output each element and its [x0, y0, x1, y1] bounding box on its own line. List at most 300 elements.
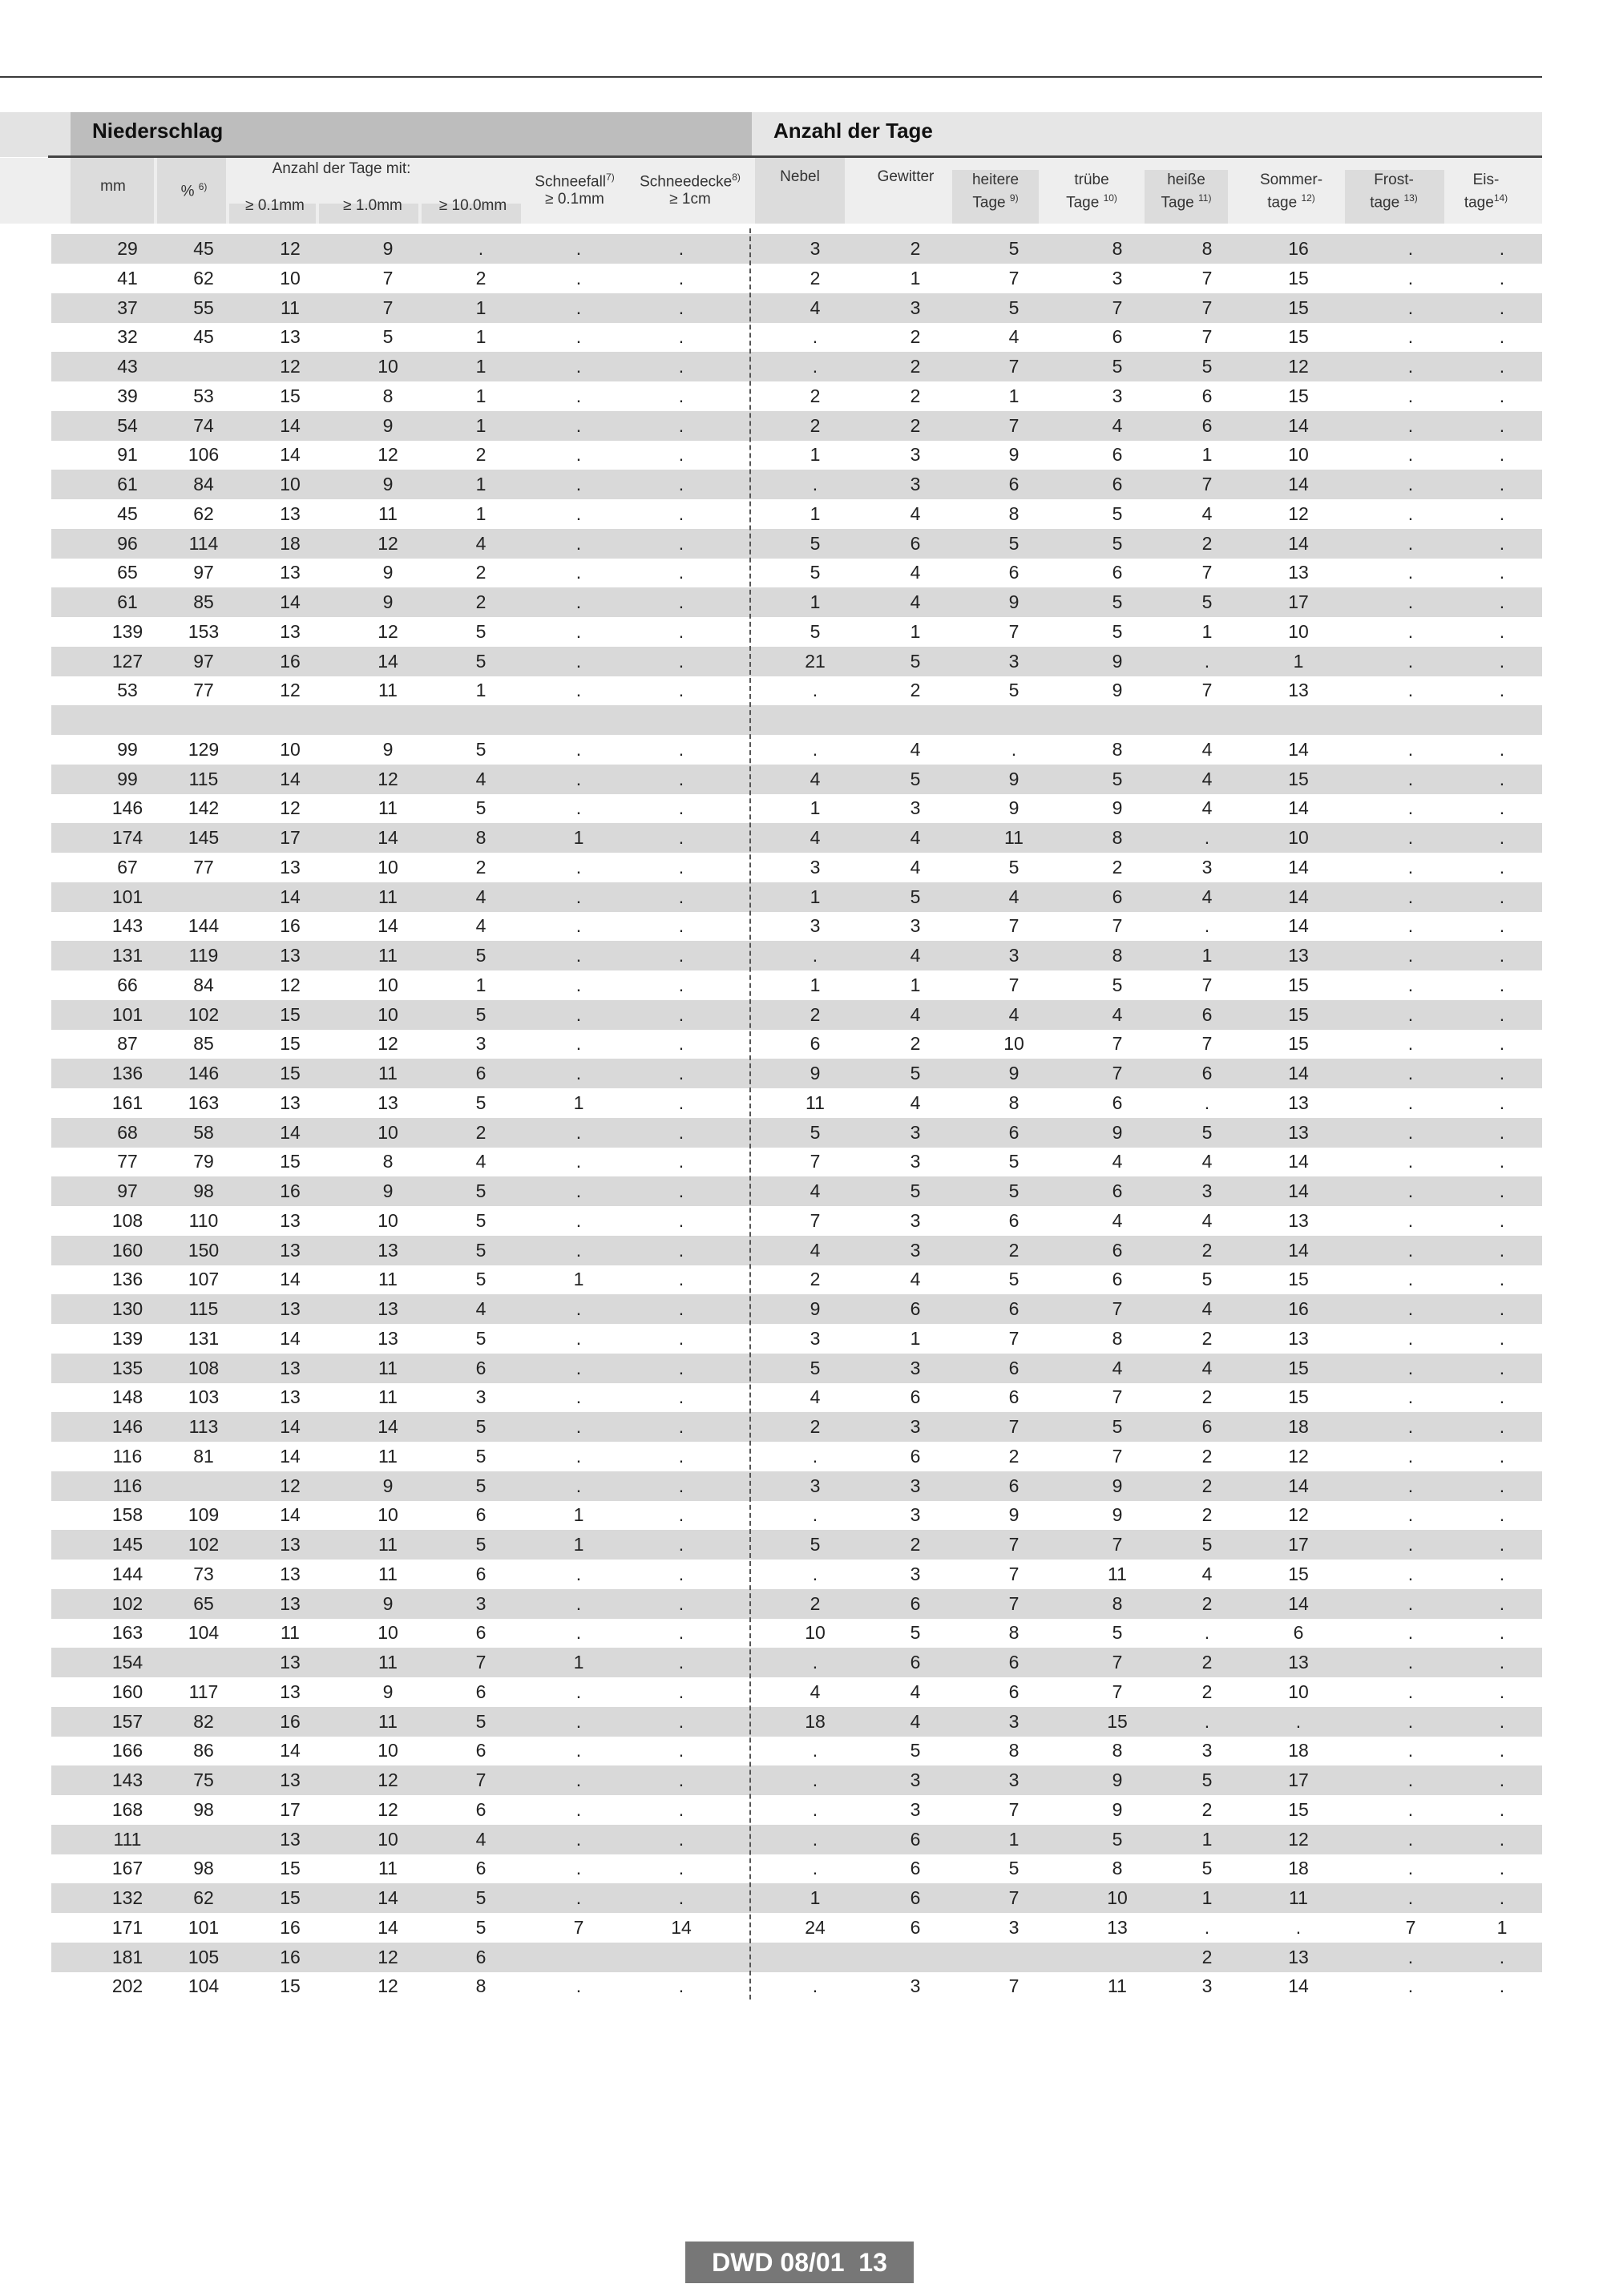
cell-gewitter: 4 — [910, 827, 921, 848]
cell-frost: . — [1407, 1652, 1414, 1673]
cell-sommer: 15 — [1288, 768, 1309, 789]
cell-heisse: 4 — [1201, 738, 1213, 760]
cell-heisse: 2 — [1201, 1652, 1213, 1673]
cell-heisse: 2 — [1201, 1386, 1213, 1408]
table-row — [51, 911, 1542, 941]
cell-pct: 153 — [188, 620, 220, 642]
cell-schneefall: . — [575, 1740, 582, 1761]
cell-sommer: 13 — [1288, 680, 1309, 701]
cell-heisse: . — [1204, 1092, 1210, 1113]
cell-truebe: 11 — [1108, 1563, 1127, 1584]
cell-nebel: . — [812, 1828, 818, 1850]
cell-ge100: 2 — [475, 267, 487, 289]
cell-nebel: . — [812, 680, 818, 701]
cell-nebel: . — [812, 1563, 818, 1584]
cell-gewitter: 4 — [910, 1003, 921, 1025]
cell-mm: 77 — [117, 1151, 138, 1172]
table-row — [51, 1471, 1542, 1501]
cell-schneefall: . — [575, 444, 582, 466]
cell-heitere: 5 — [1008, 680, 1020, 701]
cell-mm: 143 — [111, 1769, 143, 1790]
cell-truebe: 9 — [1112, 797, 1123, 819]
cell-truebe: 9 — [1112, 1769, 1123, 1790]
cell-frost: . — [1407, 827, 1414, 848]
table-row — [51, 1854, 1542, 1883]
cell-eis: . — [1499, 1681, 1505, 1702]
cell-pct: 163 — [188, 1092, 220, 1113]
cell-pct: 144 — [188, 915, 220, 937]
cell-mm: 97 — [117, 1180, 138, 1201]
cell-truebe: 6 — [1112, 1269, 1123, 1290]
table-row — [51, 1971, 1542, 2001]
cell-ge10: 9 — [382, 474, 394, 494]
cell-heitere: 7 — [1008, 1887, 1020, 1908]
cell-mm: 61 — [117, 474, 138, 494]
cell-pct: 106 — [188, 444, 220, 466]
cell-ge01: 15 — [280, 1063, 301, 1083]
cell-schneedecke: . — [678, 267, 684, 289]
cell-ge100: 5 — [475, 1209, 487, 1231]
cell-pct: 102 — [188, 1534, 220, 1555]
cell-mm: 54 — [117, 414, 138, 436]
cell-schneefall: 1 — [573, 1652, 584, 1673]
cell-ge01: 17 — [280, 827, 301, 848]
table-row — [51, 676, 1542, 705]
cell-nebel: 7 — [810, 1151, 821, 1172]
cell-mm: 131 — [111, 945, 143, 966]
cell-heitere: 9 — [1008, 591, 1020, 612]
cell-ge10: 11 — [378, 1269, 398, 1290]
cell-heitere: 4 — [1008, 1003, 1020, 1025]
cell-truebe: 8 — [1112, 238, 1123, 259]
cell-nebel: 3 — [810, 856, 821, 878]
cell-heitere: 5 — [1008, 856, 1020, 878]
cell-heitere: 5 — [1008, 1151, 1020, 1172]
cell-gewitter: 6 — [910, 532, 921, 554]
cell-mm: 157 — [111, 1710, 143, 1732]
cell-schneefall: . — [575, 650, 582, 672]
cell-heisse: 7 — [1201, 680, 1213, 701]
header-pct: % $^{6)}$ — [180, 181, 208, 200]
cell-heitere: 7 — [1008, 974, 1020, 995]
cell-sommer: 15 — [1288, 1563, 1309, 1584]
cell-heisse: 5 — [1201, 1858, 1213, 1879]
cell-nebel: 1 — [810, 974, 821, 995]
cell-eis: . — [1499, 1946, 1505, 1967]
cell-ge100: 5 — [475, 620, 487, 642]
cell-truebe: 11 — [1108, 1975, 1127, 1997]
cell-mm: 99 — [117, 768, 138, 789]
cell-mm: 160 — [111, 1239, 143, 1261]
cell-heisse: 5 — [1201, 591, 1213, 612]
cell-heitere: 2 — [1008, 1445, 1020, 1467]
cell-ge100: 6 — [475, 1946, 487, 1967]
cell-schneefall: . — [575, 297, 582, 318]
cell-eis: . — [1499, 945, 1505, 966]
cell-ge10: 12 — [378, 532, 398, 554]
cell-mm: 45 — [117, 502, 138, 524]
cell-schneefall: . — [575, 1975, 582, 1997]
cell-heisse: 3 — [1201, 856, 1213, 878]
cell-mm: 116 — [112, 1475, 143, 1496]
cell-sommer: 15 — [1288, 297, 1309, 318]
table-row — [51, 1118, 1542, 1148]
table-row — [51, 735, 1542, 765]
cell-ge01: 14 — [280, 414, 301, 436]
cell-ge100: 5 — [475, 1239, 487, 1261]
table-row — [51, 1677, 1542, 1707]
cell-ge100: 1 — [475, 326, 487, 348]
cell-frost: . — [1407, 326, 1414, 348]
cell-nebel: 2 — [810, 1416, 821, 1437]
cell-schneefall: . — [575, 502, 582, 524]
cell-ge01: 13 — [280, 326, 301, 348]
cell-ge100: 8 — [475, 827, 487, 848]
cell-heisse: 7 — [1201, 1033, 1213, 1055]
cell-schneedecke: . — [678, 474, 684, 494]
cell-heisse: 4 — [1201, 1209, 1213, 1231]
cell-eis: . — [1499, 886, 1505, 907]
cell-eis: . — [1499, 1298, 1505, 1319]
cell-eis: . — [1499, 1504, 1505, 1526]
cell-truebe: 6 — [1112, 474, 1123, 494]
cell-gewitter: 5 — [910, 650, 921, 672]
cell-ge10: 10 — [378, 1740, 398, 1761]
cell-eis: . — [1499, 1534, 1505, 1555]
cell-heitere: 2 — [1008, 1239, 1020, 1261]
cell-schneedecke: . — [678, 1504, 684, 1526]
cell-mm: 144 — [111, 1563, 143, 1584]
table-row — [51, 970, 1542, 1000]
cell-mm: 91 — [117, 444, 138, 466]
cell-pct: 74 — [193, 414, 214, 436]
cell-mm: 166 — [111, 1740, 143, 1761]
cell-heitere: 11 — [1004, 827, 1024, 848]
cell-ge10: 11 — [378, 1710, 398, 1732]
cell-eis: . — [1499, 326, 1505, 348]
cell-ge01: 11 — [281, 1622, 300, 1644]
cell-heitere: 5 — [1008, 1180, 1020, 1201]
cell-ge01: 14 — [280, 886, 301, 907]
cell-sommer: 16 — [1288, 238, 1309, 259]
cell-nebel — [783, 705, 847, 735]
cell-schneedecke: . — [678, 856, 684, 878]
cell-eis: . — [1499, 1858, 1505, 1879]
cell-ge100: 6 — [475, 1357, 487, 1378]
cell-mm: 66 — [117, 974, 138, 995]
cell-gewitter: 4 — [910, 856, 921, 878]
cell-schneefall: . — [575, 414, 582, 436]
table-row — [51, 440, 1542, 470]
cell-nebel: 2 — [810, 1269, 821, 1290]
cell-truebe: 9 — [1112, 1798, 1123, 1820]
cell-ge10: 13 — [378, 1298, 398, 1319]
cell-schneefall: 1 — [573, 1534, 584, 1555]
cell-frost: . — [1407, 502, 1414, 524]
cell-nebel: . — [812, 326, 818, 348]
cell-truebe: 9 — [1112, 650, 1123, 672]
cell-ge01: 14 — [280, 1269, 301, 1290]
cell-schneefall: . — [575, 1386, 582, 1408]
cell-ge10: 7 — [382, 297, 394, 318]
cell-frost: . — [1407, 1975, 1414, 1997]
cell-eis: . — [1499, 414, 1505, 436]
cell-gewitter: 3 — [910, 1975, 921, 1997]
cell-frost: . — [1407, 1946, 1414, 1967]
cell-eis: . — [1499, 620, 1505, 642]
cell-schneedecke: . — [678, 1769, 684, 1790]
cell-truebe: 5 — [1112, 356, 1123, 377]
cell-schneefall: . — [575, 1003, 582, 1025]
cell-ge01: 12 — [280, 974, 301, 995]
cell-pct: 82 — [193, 1710, 214, 1732]
cell-heitere: 5 — [1008, 1858, 1020, 1879]
cell-ge100: 3 — [475, 1592, 487, 1614]
cell-schneefall: . — [575, 1416, 582, 1437]
cell-nebel: 2 — [810, 385, 821, 406]
cell-eis: . — [1499, 1151, 1505, 1172]
cell-ge10: 11 — [378, 1386, 398, 1408]
table-row — [51, 1412, 1542, 1442]
cell-frost: . — [1407, 1386, 1414, 1408]
cell-heitere: 1 — [1008, 385, 1020, 406]
cell-schneedecke: . — [678, 502, 684, 524]
cell-schneedecke: . — [678, 1858, 684, 1879]
cell-ge01: 10 — [280, 738, 301, 760]
table-row — [51, 1000, 1542, 1030]
cell-truebe: 4 — [1112, 1357, 1123, 1378]
cell-mm: 146 — [111, 1416, 143, 1437]
cell-ge10: 13 — [378, 1327, 398, 1349]
cell-schneedecke: . — [678, 1063, 684, 1083]
cell-mm: 136 — [111, 1269, 143, 1290]
cell-mm: 101 — [111, 1003, 143, 1025]
cell-eis: . — [1499, 1828, 1505, 1850]
cell-heitere: 7 — [1008, 915, 1020, 937]
cell-nebel: 1 — [810, 886, 821, 907]
cell-heitere: 6 — [1008, 562, 1020, 583]
cell-nebel: 1 — [810, 502, 821, 524]
cell-mm: 130 — [111, 1298, 143, 1319]
cell-mm: 87 — [117, 1033, 138, 1055]
cell-pct — [172, 352, 236, 381]
cell-truebe: 7 — [1112, 1445, 1123, 1467]
table-row — [51, 1088, 1542, 1118]
cell-ge10: 10 — [378, 1209, 398, 1231]
cell-heitere: 3 — [1008, 1710, 1020, 1732]
cell-truebe: 5 — [1112, 532, 1123, 554]
cell-truebe: 6 — [1112, 562, 1123, 583]
cell-nebel: 21 — [805, 650, 826, 672]
cell-gewitter: 4 — [910, 1681, 921, 1702]
cell-schneedecke: . — [678, 1269, 684, 1290]
table-row — [51, 1354, 1542, 1383]
cell-heisse: . — [1204, 650, 1210, 672]
cell-schneedecke: . — [678, 1445, 684, 1467]
cell-ge10: 9 — [382, 738, 394, 760]
table-row — [51, 529, 1542, 559]
table-row — [51, 793, 1542, 823]
cell-truebe: 7 — [1112, 1033, 1123, 1055]
cell-ge100: 5 — [475, 797, 487, 819]
cell-truebe: 4 — [1112, 1209, 1123, 1231]
cell-nebel: . — [812, 1445, 818, 1467]
cell-sommer: 15 — [1288, 1033, 1309, 1055]
cell-sommer: 13 — [1288, 945, 1309, 966]
cell-pct: 129 — [188, 738, 220, 760]
cell-ge100: 4 — [475, 1298, 487, 1319]
cell-schneefall: . — [575, 1180, 582, 1201]
cell-ge100: 4 — [475, 1151, 487, 1172]
cell-schneedecke: . — [678, 1592, 684, 1614]
cell-sommer: 1 — [1293, 650, 1304, 672]
cell-schneefall: . — [575, 1887, 582, 1908]
cell-truebe: 9 — [1112, 1121, 1123, 1143]
cell-pct: 102 — [188, 1003, 220, 1025]
cell-heitere: 10 — [1003, 1033, 1024, 1055]
cell-eis: . — [1499, 238, 1505, 259]
cell-ge100: 5 — [475, 1003, 487, 1025]
cell-ge01: 16 — [280, 1180, 301, 1201]
cell-truebe: 15 — [1107, 1710, 1128, 1732]
cell-gewitter: 6 — [910, 1445, 921, 1467]
cell-truebe: 7 — [1112, 1298, 1123, 1319]
cell-gewitter: 4 — [910, 502, 921, 524]
cell-heitere: 6 — [1008, 1298, 1020, 1319]
cell-frost: . — [1407, 238, 1414, 259]
cell-pct: 85 — [193, 591, 214, 612]
cell-ge01: 14 — [280, 444, 301, 466]
cell-gewitter: 6 — [910, 1592, 921, 1614]
cell-heisse: 6 — [1201, 385, 1213, 406]
cell-schneefall: . — [575, 591, 582, 612]
cell-schneefall: 1 — [573, 1092, 584, 1113]
table-row — [51, 882, 1542, 912]
cell-truebe: 7 — [1112, 1386, 1123, 1408]
cell-frost: . — [1407, 297, 1414, 318]
cell-sommer: 13 — [1288, 1121, 1309, 1143]
cell-ge10: 11 — [378, 1534, 398, 1555]
cell-heitere: 7 — [1008, 267, 1020, 289]
cell-heisse: 2 — [1201, 1681, 1213, 1702]
cell-eis: . — [1499, 1710, 1505, 1732]
cell-frost: . — [1407, 1710, 1414, 1732]
cell-eis: . — [1499, 1121, 1505, 1143]
cell-pct: 113 — [188, 1416, 219, 1437]
cell-schneefall: . — [575, 1298, 582, 1319]
cell-heisse: 1 — [1201, 620, 1213, 642]
cell-mm: 101 — [111, 886, 143, 907]
table-row — [51, 941, 1542, 970]
cell-pct: 62 — [193, 502, 214, 524]
cell-heitere: 8 — [1008, 1092, 1020, 1113]
cell-heisse: 7 — [1201, 297, 1213, 318]
cell-truebe: 7 — [1112, 1652, 1123, 1673]
cell-gewitter: 3 — [910, 444, 921, 466]
cell-heisse: . — [1204, 1710, 1210, 1732]
cell-schneefall: . — [575, 886, 582, 907]
cell-ge10: 8 — [382, 385, 394, 406]
cell-sommer: 11 — [1289, 1887, 1308, 1908]
cell-frost: . — [1407, 974, 1414, 995]
table-row — [51, 647, 1542, 676]
cell-ge01: 13 — [280, 1563, 301, 1584]
cell-heitere: 4 — [1008, 886, 1020, 907]
cell-ge01: 14 — [280, 1445, 301, 1467]
cell-sommer: 14 — [1288, 1975, 1309, 1997]
cell-sommer: 16 — [1288, 1298, 1309, 1319]
cell-sommer: 14 — [1288, 474, 1309, 494]
cell-schneedecke: . — [678, 414, 684, 436]
cell-ge100: 5 — [475, 738, 487, 760]
cell-pct: 62 — [193, 1887, 214, 1908]
cell-heitere: 5 — [1008, 297, 1020, 318]
cell-frost: . — [1407, 1475, 1414, 1496]
cell-pct: 85 — [193, 1033, 214, 1055]
cell-pct: 150 — [188, 1239, 220, 1261]
cell-heisse: 7 — [1201, 326, 1213, 348]
cell-ge100: 1 — [475, 502, 487, 524]
cell-truebe: 5 — [1112, 768, 1123, 789]
header-nebel: Nebel — [780, 168, 820, 185]
cell-schneefall: . — [575, 356, 582, 377]
cell-pct — [172, 882, 236, 912]
cell-frost: . — [1407, 444, 1414, 466]
cell-mm: 181 — [111, 1946, 143, 1967]
cell-ge100: 7 — [475, 1652, 487, 1673]
cell-ge01: 13 — [280, 502, 301, 524]
cell-heisse: 6 — [1201, 414, 1213, 436]
cell-heitere: 7 — [1008, 1563, 1020, 1584]
cell-eis: . — [1499, 474, 1505, 494]
cell-nebel: 10 — [805, 1622, 826, 1644]
cell-schneefall: . — [575, 474, 582, 494]
header-truebe: trübe Tage $^{10)}$ — [1066, 171, 1117, 212]
cell-heisse: 4 — [1201, 1298, 1213, 1319]
cell-ge01: 14 — [280, 768, 301, 789]
cell-frost: . — [1407, 1858, 1414, 1879]
cell-frost: . — [1407, 1239, 1414, 1261]
cell-sommer: 14 — [1288, 738, 1309, 760]
cell-heisse: 1 — [1201, 444, 1213, 466]
header-frost: Frost- tage $^{13)}$ — [1370, 171, 1418, 212]
cell-sommer: 12 — [1288, 502, 1309, 524]
cell-eis: . — [1499, 1475, 1505, 1496]
header-schneefall-sub: ≥ 0.1mm — [545, 191, 604, 208]
cell-sommer: 15 — [1288, 974, 1309, 995]
cell-eis: . — [1499, 1327, 1505, 1349]
cell-eis: . — [1499, 827, 1505, 848]
cell-ge10: 14 — [378, 1916, 398, 1938]
cell-ge10: 5 — [382, 326, 394, 348]
cell-mm: 139 — [111, 620, 143, 642]
cell-sommer: 15 — [1288, 1798, 1309, 1820]
cell-ge01: 13 — [280, 1357, 301, 1378]
table-row — [51, 264, 1542, 293]
cell-eis: . — [1499, 297, 1505, 318]
table-row — [51, 381, 1542, 411]
cell-ge100: 6 — [475, 1798, 487, 1820]
table-row — [51, 1500, 1542, 1530]
cell-nebel: 1 — [810, 797, 821, 819]
cell-eis — [1470, 705, 1534, 735]
cell-mm: 132 — [111, 1887, 143, 1908]
cell-nebel: . — [812, 1798, 818, 1820]
cell-ge100: 5 — [475, 1475, 487, 1496]
table-row — [51, 234, 1542, 264]
cell-truebe: 6 — [1112, 326, 1123, 348]
cell-ge01: 14 — [280, 1416, 301, 1437]
